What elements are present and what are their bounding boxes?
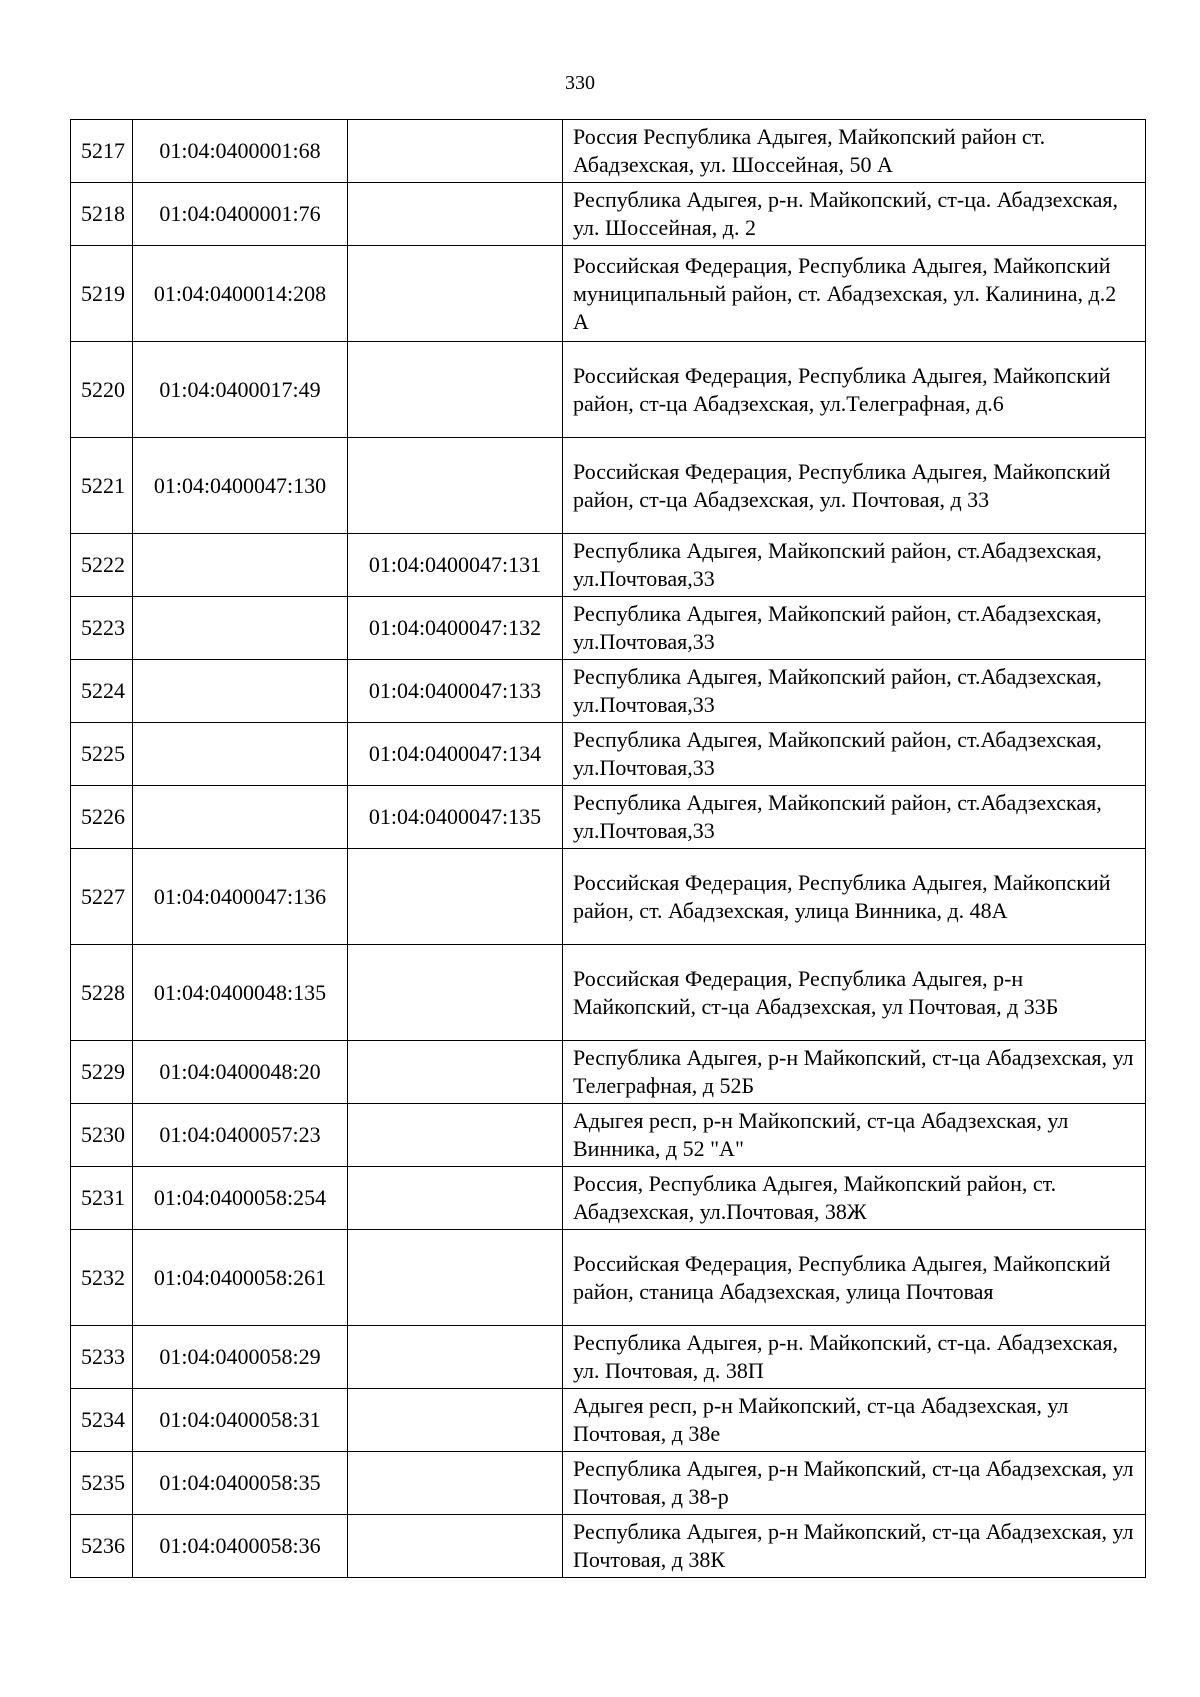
sub-cadastral-number-cell bbox=[348, 945, 563, 1041]
registry-table bbox=[70, 119, 1146, 1578]
address-cell: Российская Федерация, Республика Адыгея, р-н Майкопский, ст-ца Абадзехская, ул Почтовая, д 33Б bbox=[563, 945, 1146, 1041]
sub-cadastral-number-cell bbox=[348, 1167, 563, 1230]
cadastral-number-cell bbox=[133, 723, 348, 786]
table-row bbox=[71, 786, 1146, 849]
table-row bbox=[71, 849, 1146, 945]
row-number-cell: 5232 bbox=[71, 1230, 133, 1326]
cadastral-number-cell: 01:04:0400058:254 bbox=[133, 1167, 348, 1230]
address-cell: Республика Адыгея, р-н Майкопский, ст-ца Абадзехская, ул Почтовая, д 38-р bbox=[563, 1452, 1146, 1515]
sub-cadastral-number-cell bbox=[348, 438, 563, 534]
table-row bbox=[71, 660, 1146, 723]
sub-cadastral-number-cell: 01:04:0400047:133 bbox=[348, 660, 563, 723]
sub-cadastral-number-cell: 01:04:0400047:134 bbox=[348, 723, 563, 786]
sub-cadastral-number-cell bbox=[348, 1515, 563, 1578]
row-number-cell: 5223 bbox=[71, 597, 133, 660]
row-number-cell: 5235 bbox=[71, 1452, 133, 1515]
address-cell: Россия, Республика Адыгея, Майкопский район, ст. Абадзехская, ул.Почтовая, 38Ж bbox=[563, 1167, 1146, 1230]
sub-cadastral-number-cell: 01:04:0400047:131 bbox=[348, 534, 563, 597]
cadastral-number-cell bbox=[133, 534, 348, 597]
table-row bbox=[71, 1104, 1146, 1167]
row-number-cell: 5217 bbox=[71, 120, 133, 183]
address-cell: Российская Федерация, Республика Адыгея, Майкопский район, ст. Абадзехская, улица Винника, д. 48А bbox=[563, 849, 1146, 945]
table-row bbox=[71, 1326, 1146, 1389]
table-row bbox=[71, 120, 1146, 183]
row-number-cell: 5229 bbox=[71, 1041, 133, 1104]
row-number-cell: 5236 bbox=[71, 1515, 133, 1578]
table-row bbox=[71, 1041, 1146, 1104]
table-row bbox=[71, 1452, 1146, 1515]
row-number-cell: 5227 bbox=[71, 849, 133, 945]
sub-cadastral-number-cell bbox=[348, 120, 563, 183]
address-cell: Российская Федерация, Республика Адыгея, Майкопский район, ст-ца Абадзехская, ул.Телеграфная, д.6 bbox=[563, 342, 1146, 438]
address-cell: Республика Адыгея, Майкопский район, ст.Абадзехская, ул.Почтовая,33 bbox=[563, 597, 1146, 660]
cadastral-number-cell: 01:04:0400058:36 bbox=[133, 1515, 348, 1578]
registry-table-body bbox=[71, 120, 1146, 1578]
address-cell: Российская Федерация, Республика Адыгея, Майкопский муниципальный район, ст. Абадзехская, ул. Калинина, д.2 А bbox=[563, 246, 1146, 342]
row-number-cell: 5234 bbox=[71, 1389, 133, 1452]
address-cell: Республика Адыгея, Майкопский район, ст.Абадзехская, ул.Почтовая,33 bbox=[563, 786, 1146, 849]
table-row bbox=[71, 246, 1146, 342]
cadastral-number-cell: 01:04:0400047:130 bbox=[133, 438, 348, 534]
sub-cadastral-number-cell bbox=[348, 849, 563, 945]
sub-cadastral-number-cell bbox=[348, 342, 563, 438]
row-number-cell: 5219 bbox=[71, 246, 133, 342]
cadastral-number-cell: 01:04:0400058:35 bbox=[133, 1452, 348, 1515]
cadastral-number-cell: 01:04:0400014:208 bbox=[133, 246, 348, 342]
address-cell: Республика Адыгея, Майкопский район, ст.Абадзехская, ул.Почтовая,33 bbox=[563, 534, 1146, 597]
address-cell: Адыгея респ, р-н Майкопский, ст-ца Абадзехская, ул Почтовая, д 38е bbox=[563, 1389, 1146, 1452]
table-row bbox=[71, 1167, 1146, 1230]
address-cell: Республика Адыгея, Майкопский район, ст.Абадзехская, ул.Почтовая,33 bbox=[563, 660, 1146, 723]
sub-cadastral-number-cell bbox=[348, 1104, 563, 1167]
table-row bbox=[71, 342, 1146, 438]
row-number-cell: 5226 bbox=[71, 786, 133, 849]
table-row bbox=[71, 597, 1146, 660]
sub-cadastral-number-cell: 01:04:0400047:132 bbox=[348, 597, 563, 660]
sub-cadastral-number-cell bbox=[348, 246, 563, 342]
row-number-cell: 5231 bbox=[71, 1167, 133, 1230]
page-number: 330 bbox=[565, 72, 595, 94]
address-cell: Россия Республика Адыгея, Майкопский район ст. Абадзехская, ул. Шоссейная, 50 А bbox=[563, 120, 1146, 183]
address-cell: Республика Адыгея, р-н Майкопский, ст-ца Абадзехская, ул Телеграфная, д 52Б bbox=[563, 1041, 1146, 1104]
row-number-cell: 5228 bbox=[71, 945, 133, 1041]
cadastral-number-cell: 01:04:0400048:20 bbox=[133, 1041, 348, 1104]
sub-cadastral-number-cell bbox=[348, 183, 563, 246]
address-cell: Российская Федерация, Республика Адыгея, Майкопский район, станица Абадзехская, улица Почтовая bbox=[563, 1230, 1146, 1326]
address-cell: Республика Адыгея, р-н Майкопский, ст-ца Абадзехская, ул Почтовая, д 38К bbox=[563, 1515, 1146, 1578]
sub-cadastral-number-cell bbox=[348, 1326, 563, 1389]
address-cell: Адыгея респ, р-н Майкопский, ст-ца Абадзехская, ул Винника, д 52 "А" bbox=[563, 1104, 1146, 1167]
cadastral-number-cell bbox=[133, 660, 348, 723]
row-number-cell: 5230 bbox=[71, 1104, 133, 1167]
cadastral-number-cell bbox=[133, 597, 348, 660]
sub-cadastral-number-cell bbox=[348, 1452, 563, 1515]
address-cell: Республика Адыгея, р-н. Майкопский, ст-ца. Абадзехская, ул. Почтовая, д. 38П bbox=[563, 1326, 1146, 1389]
cadastral-number-cell: 01:04:0400001:76 bbox=[133, 183, 348, 246]
cadastral-number-cell: 01:04:0400001:68 bbox=[133, 120, 348, 183]
table-row bbox=[71, 534, 1146, 597]
cadastral-number-cell: 01:04:0400058:31 bbox=[133, 1389, 348, 1452]
table-row bbox=[71, 945, 1146, 1041]
cadastral-number-cell: 01:04:0400058:261 bbox=[133, 1230, 348, 1326]
sub-cadastral-number-cell: 01:04:0400047:135 bbox=[348, 786, 563, 849]
row-number-cell: 5225 bbox=[71, 723, 133, 786]
table-row bbox=[71, 438, 1146, 534]
row-number-cell: 5221 bbox=[71, 438, 133, 534]
row-number-cell: 5222 bbox=[71, 534, 133, 597]
row-number-cell: 5233 bbox=[71, 1326, 133, 1389]
cadastral-number-cell: 01:04:0400047:136 bbox=[133, 849, 348, 945]
cadastral-number-cell: 01:04:0400057:23 bbox=[133, 1104, 348, 1167]
sub-cadastral-number-cell bbox=[348, 1230, 563, 1326]
address-cell: Российская Федерация, Республика Адыгея, Майкопский район, ст-ца Абадзехская, ул. Почтовая, д 33 bbox=[563, 438, 1146, 534]
cadastral-number-cell: 01:04:0400058:29 bbox=[133, 1326, 348, 1389]
cadastral-number-cell: 01:04:0400048:135 bbox=[133, 945, 348, 1041]
row-number-cell: 5218 bbox=[71, 183, 133, 246]
row-number-cell: 5220 bbox=[71, 342, 133, 438]
table-row bbox=[71, 1389, 1146, 1452]
cadastral-number-cell: 01:04:0400017:49 bbox=[133, 342, 348, 438]
table-row bbox=[71, 1515, 1146, 1578]
sub-cadastral-number-cell bbox=[348, 1041, 563, 1104]
table-row bbox=[71, 1230, 1146, 1326]
address-cell: Республика Адыгея, р-н. Майкопский, ст-ца. Абадзехская, ул. Шоссейная, д. 2 bbox=[563, 183, 1146, 246]
row-number-cell: 5224 bbox=[71, 660, 133, 723]
table-row bbox=[71, 183, 1146, 246]
cadastral-number-cell bbox=[133, 786, 348, 849]
table-row bbox=[71, 723, 1146, 786]
address-cell: Республика Адыгея, Майкопский район, ст.Абадзехская, ул.Почтовая,33 bbox=[563, 723, 1146, 786]
sub-cadastral-number-cell bbox=[348, 1389, 563, 1452]
